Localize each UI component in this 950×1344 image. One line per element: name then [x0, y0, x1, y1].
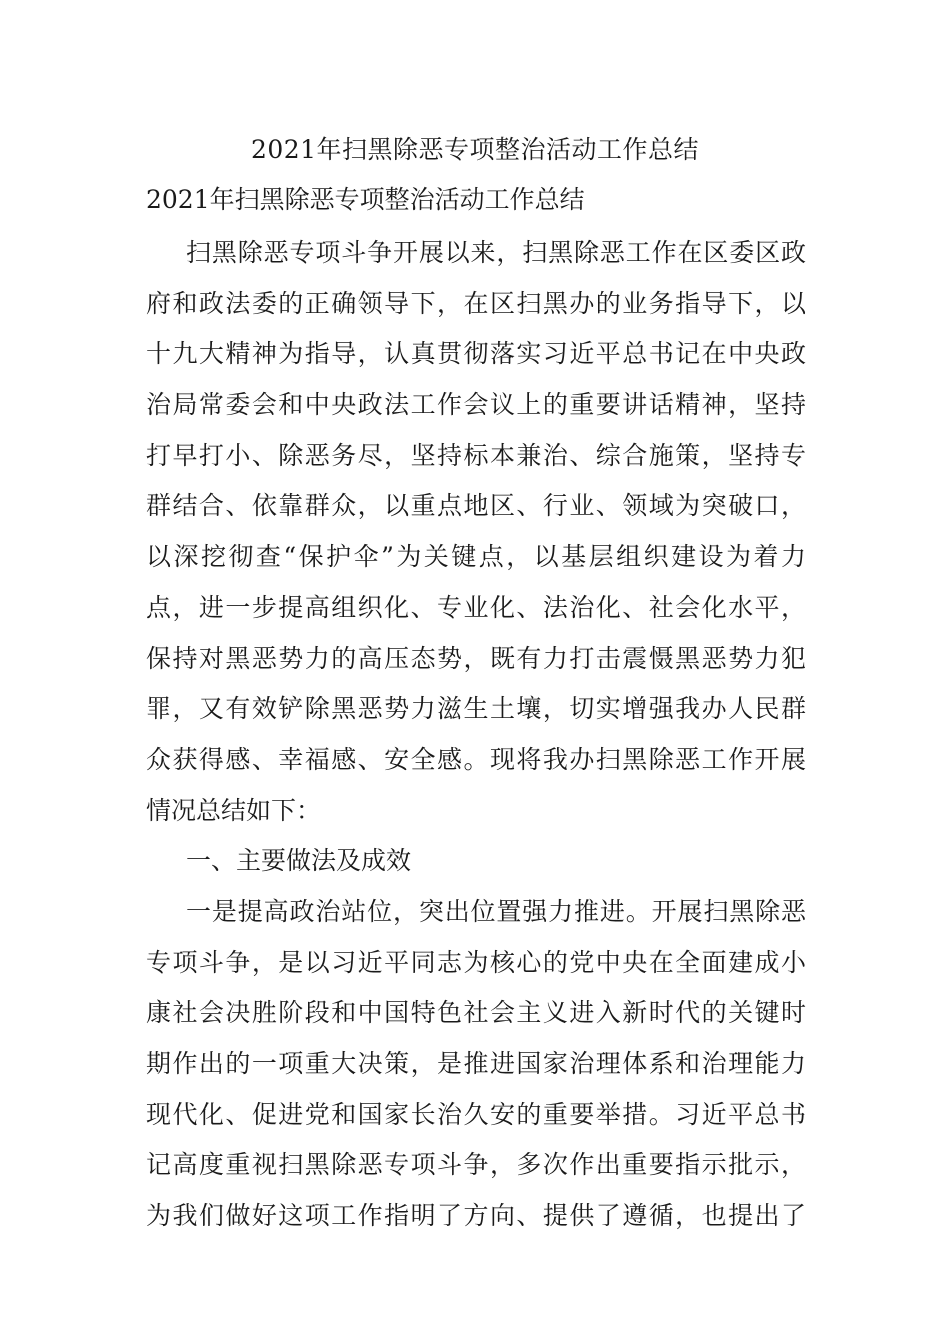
- text-line: 群结合、依靠群众，以重点地区、行业、领域为突破口，: [146, 491, 806, 521]
- text-line: 点，进一步提高组织化、专业化、法治化、社会化水平，: [146, 592, 806, 622]
- text-line: 府和政法委的正确领导下，在区扫黑办的业务指导下，以: [146, 288, 806, 318]
- paragraph-section-1: [146, 887, 806, 1242]
- text-line: 现代化、促进党和国家长治久安的重要举措。习近平总书: [146, 1099, 806, 1129]
- text-line: 为我们做好这项工作指明了方向、提供了遵循，也提出了: [146, 1201, 806, 1231]
- text-line: 以深挖彻查“保护伞”为关键点，以基层组织建设为着力: [146, 542, 806, 572]
- text-line: 十九大精神为指导，认真贯彻落实习近平总书记在中央政: [146, 339, 806, 369]
- document-body: [146, 228, 806, 1242]
- text-line: 康社会决胜阶段和中国特色社会主义进入新时代的关键时: [146, 998, 806, 1028]
- text-line: 打早打小、除恶务尽，坚持标本兼治、综合施策，坚持专: [146, 440, 806, 470]
- text-line: 治局常委会和中央政法工作会议上的重要讲话精神，坚持: [146, 390, 806, 420]
- text-line: 记高度重视扫黑除恶专项斗争，多次作出重要指示批示，: [146, 1150, 806, 1180]
- section-heading: 一、主要做法及成效: [186, 846, 412, 876]
- text-line: 期作出的一项重大决策，是推进国家治理体系和治理能力: [146, 1049, 806, 1078]
- page-title: 2021年扫黑除恶专项整治活动工作总结: [250, 135, 700, 164]
- text-line: 罪，又有效铲除黑恶势力滋生土壤，切实增强我办人民群: [146, 694, 806, 724]
- text-line: 一是提高政治站位，突出位置强力推进。开展扫黑除恶: [186, 896, 806, 926]
- text-line: 扫黑除恶专项斗争开展以来，扫黑除恶工作在区委区政: [186, 238, 806, 267]
- paragraph-intro: [146, 228, 806, 836]
- text-line: 情况总结如下：: [146, 795, 322, 825]
- text-line: 众获得感、幸福感、安全感。现将我办扫黑除恶工作开展: [146, 744, 806, 774]
- text-line: 专项斗争，是以习近平同志为核心的党中央在全面建成小: [146, 947, 806, 977]
- document-subtitle: 2021年扫黑除恶专项整治活动工作总结: [146, 185, 585, 214]
- text-line: 保持对黑恶势力的高压态势，既有力打击震慑黑恶势力犯: [146, 643, 806, 673]
